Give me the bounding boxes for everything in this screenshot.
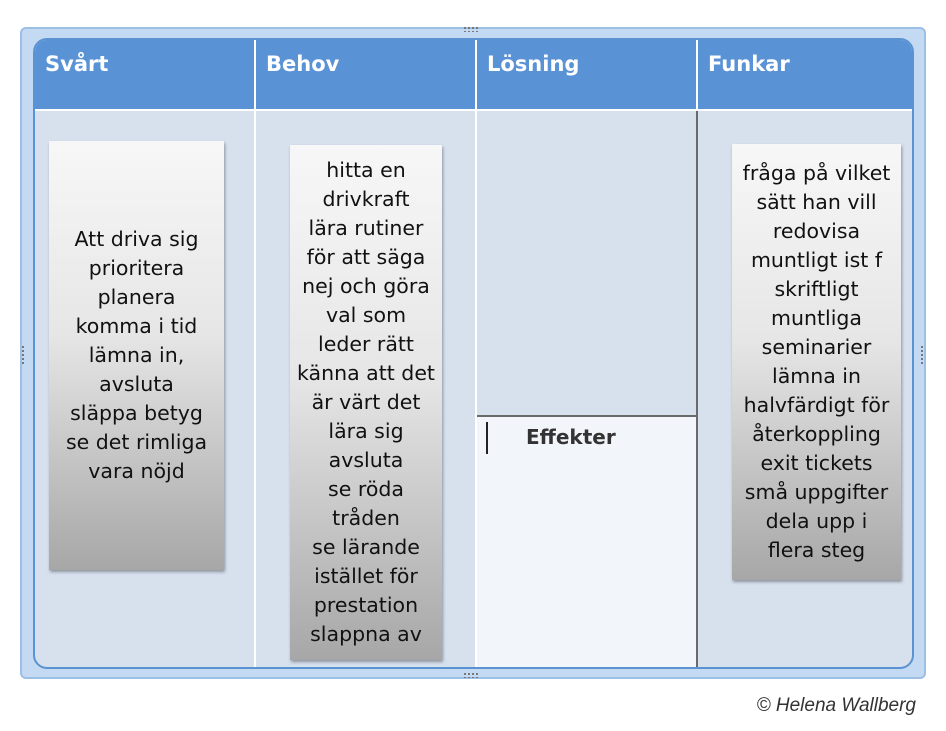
board-table — [33, 38, 914, 669]
text-cursor — [486, 422, 488, 454]
sticky-note-behov[interactable]: hitta en drivkraft lära rutiner för att säga nej och göra val som leder rätt känna att det är värt det lära sig avsluta se röda tråden se lärande istället för prestation slappna av — [290, 145, 442, 660]
losning-split-line — [477, 415, 698, 417]
sticky-note-svart[interactable]: Att driva sig prioritera planera komma i tid lämna in, avsluta släppa betyg se det rimliga vara nöjd — [49, 141, 224, 570]
resize-handle-left[interactable] — [21, 345, 26, 365]
effekter-label[interactable]: Effekter — [526, 425, 616, 449]
sticky-note-funkar[interactable]: fråga på vilket sätt han vill redovisa muntligt ist f skriftligt muntliga seminarier lämna in halvfärdigt för återkoppling exit tickets små uppgifter dela upp i flera steg — [732, 144, 901, 580]
column-header-funkar: Funkar — [708, 52, 790, 76]
resize-handle-top[interactable] — [463, 26, 479, 32]
column-divider — [696, 40, 698, 111]
column-header-svart: Svårt — [45, 52, 109, 76]
resize-handle-right[interactable] — [920, 345, 925, 365]
header-row — [35, 40, 912, 111]
funkar-divider — [696, 111, 698, 669]
resize-handle-bottom[interactable] — [463, 672, 479, 678]
copyright-text: © Helena Wallberg — [756, 695, 916, 716]
column-header-losning: Lösning — [487, 52, 580, 76]
column-header-behov: Behov — [266, 52, 340, 76]
effekter-cell — [477, 417, 696, 669]
column-divider — [254, 40, 256, 669]
board-frame — [20, 27, 926, 679]
